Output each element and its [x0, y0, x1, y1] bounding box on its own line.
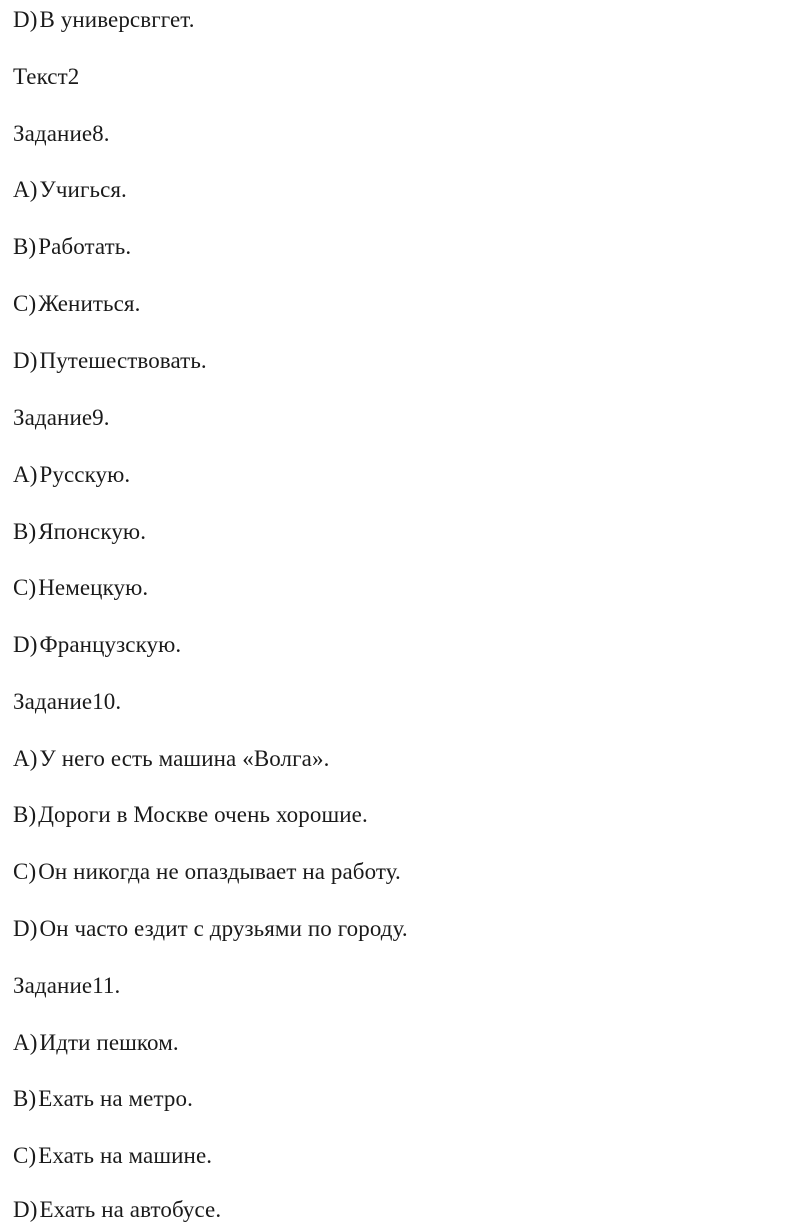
answer-option-a — [13, 461, 130, 489]
option-text: В универсвггет. — [39, 7, 195, 32]
option-text: Учигься. — [39, 177, 127, 202]
text-heading: Текст2 — [13, 64, 80, 89]
option-letter: D) — [13, 1197, 38, 1222]
answer-option-a — [13, 176, 127, 204]
answer-option-a — [13, 1029, 179, 1057]
answer-option-d — [13, 6, 195, 34]
option-text: Русскую. — [39, 462, 131, 487]
answer-option-b — [13, 518, 146, 546]
answer-option-b — [13, 801, 368, 829]
option-letter: B) — [13, 234, 37, 259]
task-heading: Задание10. — [13, 689, 122, 714]
option-letter: D) — [13, 632, 38, 657]
option-text: У него есть машина «Волга». — [39, 746, 330, 771]
option-text: Французскую. — [39, 632, 182, 657]
option-text: Ехать на автобусе. — [39, 1197, 222, 1222]
option-letter: B) — [13, 519, 37, 544]
answer-option-d — [13, 915, 408, 943]
option-text: Работать. — [38, 234, 132, 259]
option-letter: B) — [13, 802, 37, 827]
answer-option-d — [13, 347, 207, 375]
option-letter: C) — [13, 575, 37, 600]
answer-option-d — [13, 631, 181, 659]
answer-option-b — [13, 1085, 193, 1113]
option-text: Японскую. — [38, 519, 147, 544]
option-letter: C) — [13, 291, 37, 316]
option-text: Ехать на машине. — [38, 1143, 213, 1168]
option-text: Немецкую. — [38, 575, 149, 600]
option-letter: A) — [13, 1030, 38, 1055]
task-heading: Задание11. — [13, 973, 121, 998]
answer-option-a — [13, 745, 329, 773]
task-heading: Задание9. — [13, 405, 110, 430]
answer-option-c — [13, 574, 148, 602]
option-text: Ехать на метро. — [38, 1086, 193, 1111]
option-text: Дороги в Москве очень хорошие. — [38, 802, 368, 827]
task-heading: Задание8. — [13, 121, 110, 146]
option-letter: C) — [13, 859, 37, 884]
option-letter: C) — [13, 1143, 37, 1168]
option-text: Он часто ездит с друзьями по городу. — [39, 916, 408, 941]
option-text: Он никогда не опаздывает на работу. — [38, 859, 401, 884]
option-letter: B) — [13, 1086, 37, 1111]
option-letter: A) — [13, 746, 38, 771]
option-letter: A) — [13, 177, 38, 202]
answer-option-c — [13, 290, 140, 318]
option-letter: D) — [13, 348, 38, 373]
answer-option-b — [13, 233, 131, 261]
answer-option-d — [13, 1196, 221, 1224]
option-letter: A) — [13, 462, 38, 487]
option-text: Жениться. — [38, 291, 141, 316]
answer-option-c — [13, 1142, 212, 1170]
option-text: Путешествовать. — [39, 348, 207, 373]
option-text: Идти пешком. — [39, 1030, 179, 1055]
option-letter: D) — [13, 7, 38, 32]
answer-option-c — [13, 858, 401, 886]
option-letter: D) — [13, 916, 38, 941]
